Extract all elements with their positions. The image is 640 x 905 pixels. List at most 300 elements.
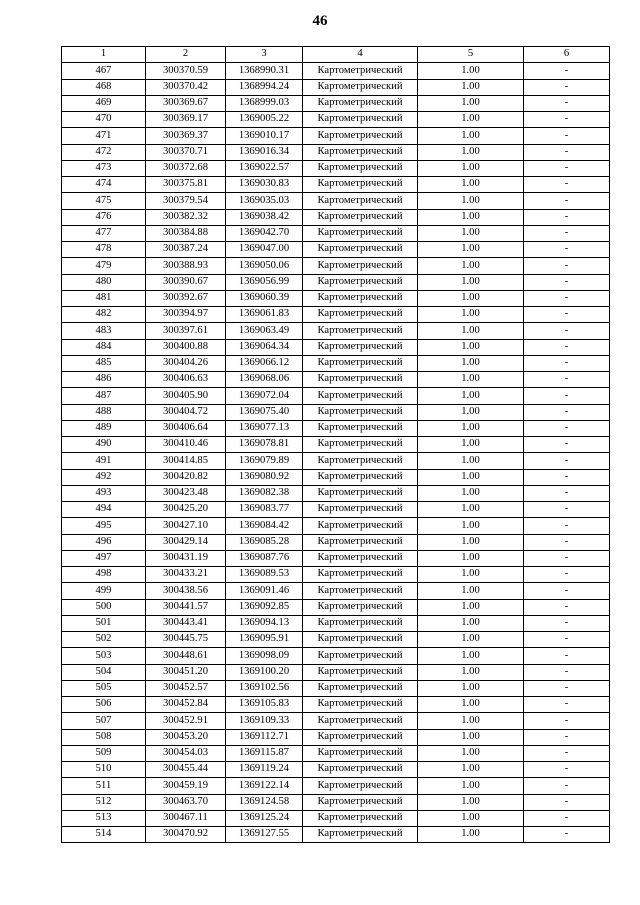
point-number-cell: 489: [62, 420, 146, 436]
table-row: [62, 323, 610, 339]
table-row: [62, 193, 610, 209]
x-coordinate-cell: 300392.67: [146, 290, 226, 306]
accuracy-cell: 1.00: [418, 339, 524, 355]
y-coordinate-cell: 1369105.83: [226, 697, 303, 713]
table-body: [62, 63, 610, 843]
x-coordinate-cell: 300454.03: [146, 745, 226, 761]
x-coordinate-cell: 300425.20: [146, 502, 226, 518]
note-cell: -: [524, 112, 610, 128]
point-number-cell: 491: [62, 453, 146, 469]
y-coordinate-cell: 1368994.24: [226, 79, 303, 95]
x-coordinate-cell: 300470.92: [146, 827, 226, 843]
y-coordinate-cell: 1368990.31: [226, 63, 303, 79]
accuracy-cell: 1.00: [418, 632, 524, 648]
method-cell: Картометрический: [303, 680, 418, 696]
table-row: [62, 339, 610, 355]
accuracy-cell: 1.00: [418, 144, 524, 160]
point-number-cell: 510: [62, 762, 146, 778]
point-number-cell: 475: [62, 193, 146, 209]
note-cell: -: [524, 258, 610, 274]
y-coordinate-cell: 1369102.56: [226, 680, 303, 696]
method-cell: Картометрический: [303, 778, 418, 794]
note-cell: -: [524, 680, 610, 696]
accuracy-cell: 1.00: [418, 193, 524, 209]
accuracy-cell: 1.00: [418, 112, 524, 128]
note-cell: -: [524, 225, 610, 241]
x-coordinate-cell: 300441.57: [146, 599, 226, 615]
table-row: [62, 680, 610, 696]
accuracy-cell: 1.00: [418, 648, 524, 664]
y-coordinate-cell: 1369030.83: [226, 177, 303, 193]
note-cell: -: [524, 144, 610, 160]
accuracy-cell: 1.00: [418, 177, 524, 193]
note-cell: -: [524, 550, 610, 566]
y-coordinate-cell: 1369022.57: [226, 160, 303, 176]
method-cell: Картометрический: [303, 729, 418, 745]
table-row: [62, 567, 610, 583]
table-row: [62, 420, 610, 436]
accuracy-cell: 1.00: [418, 762, 524, 778]
point-number-cell: 506: [62, 697, 146, 713]
x-coordinate-cell: 300370.59: [146, 63, 226, 79]
method-cell: Картометрический: [303, 599, 418, 615]
note-cell: -: [524, 794, 610, 810]
point-number-cell: 469: [62, 95, 146, 111]
note-cell: -: [524, 567, 610, 583]
y-coordinate-cell: 1369072.04: [226, 388, 303, 404]
point-number-cell: 471: [62, 128, 146, 144]
y-coordinate-cell: 1369109.33: [226, 713, 303, 729]
method-cell: Картометрический: [303, 242, 418, 258]
x-coordinate-cell: 300429.14: [146, 534, 226, 550]
table-row: [62, 144, 610, 160]
x-coordinate-cell: 300431.19: [146, 550, 226, 566]
method-cell: Картометрический: [303, 225, 418, 241]
method-cell: Картометрический: [303, 648, 418, 664]
table-row: [62, 697, 610, 713]
point-number-cell: 494: [62, 502, 146, 518]
point-number-cell: 499: [62, 583, 146, 599]
y-coordinate-cell: 1369094.13: [226, 615, 303, 631]
table-row: [62, 599, 610, 615]
table-row: [62, 713, 610, 729]
note-cell: -: [524, 404, 610, 420]
note-cell: -: [524, 290, 610, 306]
point-number-cell: 486: [62, 372, 146, 388]
x-coordinate-cell: 300404.26: [146, 355, 226, 371]
table-row: [62, 63, 610, 79]
x-coordinate-cell: 300455.44: [146, 762, 226, 778]
point-number-cell: 474: [62, 177, 146, 193]
accuracy-cell: 1.00: [418, 778, 524, 794]
y-coordinate-cell: 1369124.58: [226, 794, 303, 810]
method-cell: Картометрический: [303, 697, 418, 713]
method-cell: Картометрический: [303, 79, 418, 95]
accuracy-cell: 1.00: [418, 469, 524, 485]
method-cell: Картометрический: [303, 63, 418, 79]
table-row: [62, 355, 610, 371]
method-cell: Картометрический: [303, 453, 418, 469]
note-cell: -: [524, 63, 610, 79]
y-coordinate-cell: 1369122.14: [226, 778, 303, 794]
point-number-cell: 513: [62, 810, 146, 826]
accuracy-cell: 1.00: [418, 518, 524, 534]
note-cell: -: [524, 372, 610, 388]
method-cell: Картометрический: [303, 388, 418, 404]
table-row: [62, 550, 610, 566]
x-coordinate-cell: 300372.68: [146, 160, 226, 176]
x-coordinate-cell: 300438.56: [146, 583, 226, 599]
point-number-cell: 511: [62, 778, 146, 794]
y-coordinate-cell: 1369005.22: [226, 112, 303, 128]
accuracy-cell: 1.00: [418, 810, 524, 826]
point-number-cell: 487: [62, 388, 146, 404]
method-cell: Картометрический: [303, 469, 418, 485]
table-row: [62, 810, 610, 826]
y-coordinate-cell: 1369095.91: [226, 632, 303, 648]
y-coordinate-cell: 1369047.00: [226, 242, 303, 258]
accuracy-cell: 1.00: [418, 745, 524, 761]
accuracy-cell: 1.00: [418, 290, 524, 306]
x-coordinate-cell: 300459.19: [146, 778, 226, 794]
accuracy-cell: 1.00: [418, 437, 524, 453]
table-row: [62, 664, 610, 680]
method-cell: Картометрический: [303, 209, 418, 225]
table-row: [62, 502, 610, 518]
point-number-cell: 496: [62, 534, 146, 550]
note-cell: -: [524, 339, 610, 355]
accuracy-cell: 1.00: [418, 713, 524, 729]
y-coordinate-cell: 1369087.76: [226, 550, 303, 566]
method-cell: Картометрический: [303, 355, 418, 371]
point-number-cell: 508: [62, 729, 146, 745]
table-row: [62, 437, 610, 453]
method-cell: Картометрический: [303, 258, 418, 274]
accuracy-cell: 1.00: [418, 209, 524, 225]
accuracy-cell: 1.00: [418, 502, 524, 518]
note-cell: -: [524, 469, 610, 485]
note-cell: -: [524, 713, 610, 729]
point-number-cell: 470: [62, 112, 146, 128]
note-cell: -: [524, 729, 610, 745]
point-number-cell: 472: [62, 144, 146, 160]
x-coordinate-cell: 300452.91: [146, 713, 226, 729]
y-coordinate-cell: 1369078.81: [226, 437, 303, 453]
point-number-cell: 485: [62, 355, 146, 371]
accuracy-cell: 1.00: [418, 323, 524, 339]
x-coordinate-cell: 300397.61: [146, 323, 226, 339]
method-cell: Картометрический: [303, 112, 418, 128]
y-coordinate-cell: 1369119.24: [226, 762, 303, 778]
method-cell: Картометрический: [303, 583, 418, 599]
note-cell: -: [524, 388, 610, 404]
point-number-cell: 479: [62, 258, 146, 274]
accuracy-cell: 1.00: [418, 567, 524, 583]
y-coordinate-cell: 1369080.92: [226, 469, 303, 485]
accuracy-cell: 1.00: [418, 95, 524, 111]
y-coordinate-cell: 1369098.09: [226, 648, 303, 664]
table-row: [62, 453, 610, 469]
point-number-cell: 493: [62, 485, 146, 501]
method-cell: Картометрический: [303, 518, 418, 534]
table-row: [62, 307, 610, 323]
point-number-cell: 490: [62, 437, 146, 453]
y-coordinate-cell: 1369112.71: [226, 729, 303, 745]
y-coordinate-cell: 1369100.20: [226, 664, 303, 680]
y-coordinate-cell: 1369079.89: [226, 453, 303, 469]
point-number-cell: 498: [62, 567, 146, 583]
method-cell: Картометрический: [303, 177, 418, 193]
point-number-cell: 468: [62, 79, 146, 95]
point-number-cell: 492: [62, 469, 146, 485]
header-cell-4: 4: [303, 47, 418, 63]
x-coordinate-cell: 300406.63: [146, 372, 226, 388]
table-row: [62, 372, 610, 388]
point-number-cell: 507: [62, 713, 146, 729]
table-row: [62, 469, 610, 485]
method-cell: Картометрический: [303, 713, 418, 729]
table-row: [62, 745, 610, 761]
x-coordinate-cell: 300452.84: [146, 697, 226, 713]
x-coordinate-cell: 300448.61: [146, 648, 226, 664]
x-coordinate-cell: 300405.90: [146, 388, 226, 404]
x-coordinate-cell: 300463.70: [146, 794, 226, 810]
point-number-cell: 502: [62, 632, 146, 648]
y-coordinate-cell: 1369084.42: [226, 518, 303, 534]
y-coordinate-cell: 1369089.53: [226, 567, 303, 583]
accuracy-cell: 1.00: [418, 534, 524, 550]
method-cell: Картометрический: [303, 632, 418, 648]
note-cell: -: [524, 518, 610, 534]
method-cell: Картометрический: [303, 323, 418, 339]
note-cell: -: [524, 827, 610, 843]
y-coordinate-cell: 1369115.87: [226, 745, 303, 761]
coordinates-table: [61, 46, 610, 843]
y-coordinate-cell: 1369061.83: [226, 307, 303, 323]
note-cell: -: [524, 810, 610, 826]
accuracy-cell: 1.00: [418, 404, 524, 420]
x-coordinate-cell: 300443.41: [146, 615, 226, 631]
point-number-cell: 509: [62, 745, 146, 761]
x-coordinate-cell: 300451.20: [146, 664, 226, 680]
point-number-cell: 483: [62, 323, 146, 339]
y-coordinate-cell: 1369083.77: [226, 502, 303, 518]
method-cell: Картометрический: [303, 485, 418, 501]
method-cell: Картометрический: [303, 745, 418, 761]
accuracy-cell: 1.00: [418, 453, 524, 469]
note-cell: -: [524, 79, 610, 95]
method-cell: Картометрический: [303, 128, 418, 144]
accuracy-cell: 1.00: [418, 388, 524, 404]
table-row: [62, 274, 610, 290]
accuracy-cell: 1.00: [418, 680, 524, 696]
accuracy-cell: 1.00: [418, 307, 524, 323]
method-cell: Картометрический: [303, 664, 418, 680]
note-cell: -: [524, 307, 610, 323]
table-row: [62, 209, 610, 225]
header-cell-6: 6: [524, 47, 610, 63]
point-number-cell: 512: [62, 794, 146, 810]
table-row: [62, 583, 610, 599]
method-cell: Картометрический: [303, 160, 418, 176]
note-cell: -: [524, 632, 610, 648]
accuracy-cell: 1.00: [418, 225, 524, 241]
table-header-row: [62, 47, 610, 63]
x-coordinate-cell: 300369.17: [146, 112, 226, 128]
point-number-cell: 505: [62, 680, 146, 696]
point-number-cell: 497: [62, 550, 146, 566]
point-number-cell: 480: [62, 274, 146, 290]
accuracy-cell: 1.00: [418, 63, 524, 79]
y-coordinate-cell: 1369064.34: [226, 339, 303, 355]
y-coordinate-cell: 1369063.49: [226, 323, 303, 339]
method-cell: Картометрический: [303, 534, 418, 550]
y-coordinate-cell: 1369056.99: [226, 274, 303, 290]
point-number-cell: 473: [62, 160, 146, 176]
note-cell: -: [524, 745, 610, 761]
note-cell: -: [524, 664, 610, 680]
note-cell: -: [524, 420, 610, 436]
note-cell: -: [524, 583, 610, 599]
table-row: [62, 177, 610, 193]
header-cell-2: 2: [146, 47, 226, 63]
table-row: [62, 242, 610, 258]
method-cell: Картометрический: [303, 810, 418, 826]
note-cell: -: [524, 697, 610, 713]
method-cell: Картометрический: [303, 437, 418, 453]
accuracy-cell: 1.00: [418, 615, 524, 631]
x-coordinate-cell: 300375.81: [146, 177, 226, 193]
table-row: [62, 404, 610, 420]
x-coordinate-cell: 300445.75: [146, 632, 226, 648]
table-row: [62, 518, 610, 534]
y-coordinate-cell: 1369038.42: [226, 209, 303, 225]
note-cell: -: [524, 453, 610, 469]
method-cell: Картометрический: [303, 502, 418, 518]
accuracy-cell: 1.00: [418, 274, 524, 290]
y-coordinate-cell: 1369092.85: [226, 599, 303, 615]
accuracy-cell: 1.00: [418, 79, 524, 95]
y-coordinate-cell: 1369082.38: [226, 485, 303, 501]
note-cell: -: [524, 437, 610, 453]
y-coordinate-cell: 1369127.55: [226, 827, 303, 843]
header-cell-3: 3: [226, 47, 303, 63]
method-cell: Картометрический: [303, 762, 418, 778]
x-coordinate-cell: 300406.64: [146, 420, 226, 436]
method-cell: Картометрический: [303, 307, 418, 323]
point-number-cell: 514: [62, 827, 146, 843]
x-coordinate-cell: 300404.72: [146, 404, 226, 420]
accuracy-cell: 1.00: [418, 160, 524, 176]
method-cell: Картометрический: [303, 420, 418, 436]
accuracy-cell: 1.00: [418, 242, 524, 258]
x-coordinate-cell: 300382.32: [146, 209, 226, 225]
method-cell: Картометрический: [303, 372, 418, 388]
table-row: [62, 95, 610, 111]
note-cell: -: [524, 615, 610, 631]
x-coordinate-cell: 300433.21: [146, 567, 226, 583]
note-cell: -: [524, 128, 610, 144]
y-coordinate-cell: 1369016.34: [226, 144, 303, 160]
method-cell: Картометрический: [303, 794, 418, 810]
x-coordinate-cell: 300427.10: [146, 518, 226, 534]
accuracy-cell: 1.00: [418, 128, 524, 144]
y-coordinate-cell: 1369091.46: [226, 583, 303, 599]
method-cell: Картометрический: [303, 827, 418, 843]
note-cell: -: [524, 648, 610, 664]
table-row: [62, 112, 610, 128]
table-row: [62, 160, 610, 176]
x-coordinate-cell: 300452.57: [146, 680, 226, 696]
y-coordinate-cell: 1369060.39: [226, 290, 303, 306]
note-cell: -: [524, 193, 610, 209]
note-cell: -: [524, 534, 610, 550]
y-coordinate-cell: 1369085.28: [226, 534, 303, 550]
x-coordinate-cell: 300453.20: [146, 729, 226, 745]
table-header: [62, 47, 610, 63]
table-row: [62, 258, 610, 274]
table-row: [62, 615, 610, 631]
accuracy-cell: 1.00: [418, 258, 524, 274]
x-coordinate-cell: 300420.82: [146, 469, 226, 485]
accuracy-cell: 1.00: [418, 794, 524, 810]
method-cell: Картометрический: [303, 193, 418, 209]
table-row: [62, 827, 610, 843]
y-coordinate-cell: 1369066.12: [226, 355, 303, 371]
method-cell: Картометрический: [303, 404, 418, 420]
point-number-cell: 504: [62, 664, 146, 680]
table-row: [62, 225, 610, 241]
header-cell-5: 5: [418, 47, 524, 63]
accuracy-cell: 1.00: [418, 664, 524, 680]
accuracy-cell: 1.00: [418, 355, 524, 371]
point-number-cell: 476: [62, 209, 146, 225]
method-cell: Картометрический: [303, 144, 418, 160]
method-cell: Картометрический: [303, 615, 418, 631]
table-row: [62, 485, 610, 501]
point-number-cell: 481: [62, 290, 146, 306]
y-coordinate-cell: 1369077.13: [226, 420, 303, 436]
accuracy-cell: 1.00: [418, 729, 524, 745]
point-number-cell: 500: [62, 599, 146, 615]
accuracy-cell: 1.00: [418, 372, 524, 388]
table-row: [62, 729, 610, 745]
point-number-cell: 477: [62, 225, 146, 241]
x-coordinate-cell: 300400.88: [146, 339, 226, 355]
note-cell: -: [524, 209, 610, 225]
table-row: [62, 778, 610, 794]
table-row: [62, 632, 610, 648]
accuracy-cell: 1.00: [418, 827, 524, 843]
table-row: [62, 290, 610, 306]
note-cell: -: [524, 95, 610, 111]
accuracy-cell: 1.00: [418, 599, 524, 615]
x-coordinate-cell: 300410.46: [146, 437, 226, 453]
x-coordinate-cell: 300369.67: [146, 95, 226, 111]
point-number-cell: 478: [62, 242, 146, 258]
point-number-cell: 467: [62, 63, 146, 79]
table-row: [62, 79, 610, 95]
x-coordinate-cell: 300379.54: [146, 193, 226, 209]
y-coordinate-cell: 1369042.70: [226, 225, 303, 241]
table-row: [62, 762, 610, 778]
x-coordinate-cell: 300414.85: [146, 453, 226, 469]
note-cell: -: [524, 599, 610, 615]
method-cell: Картометрический: [303, 339, 418, 355]
accuracy-cell: 1.00: [418, 420, 524, 436]
table-row: [62, 128, 610, 144]
table-row: [62, 534, 610, 550]
